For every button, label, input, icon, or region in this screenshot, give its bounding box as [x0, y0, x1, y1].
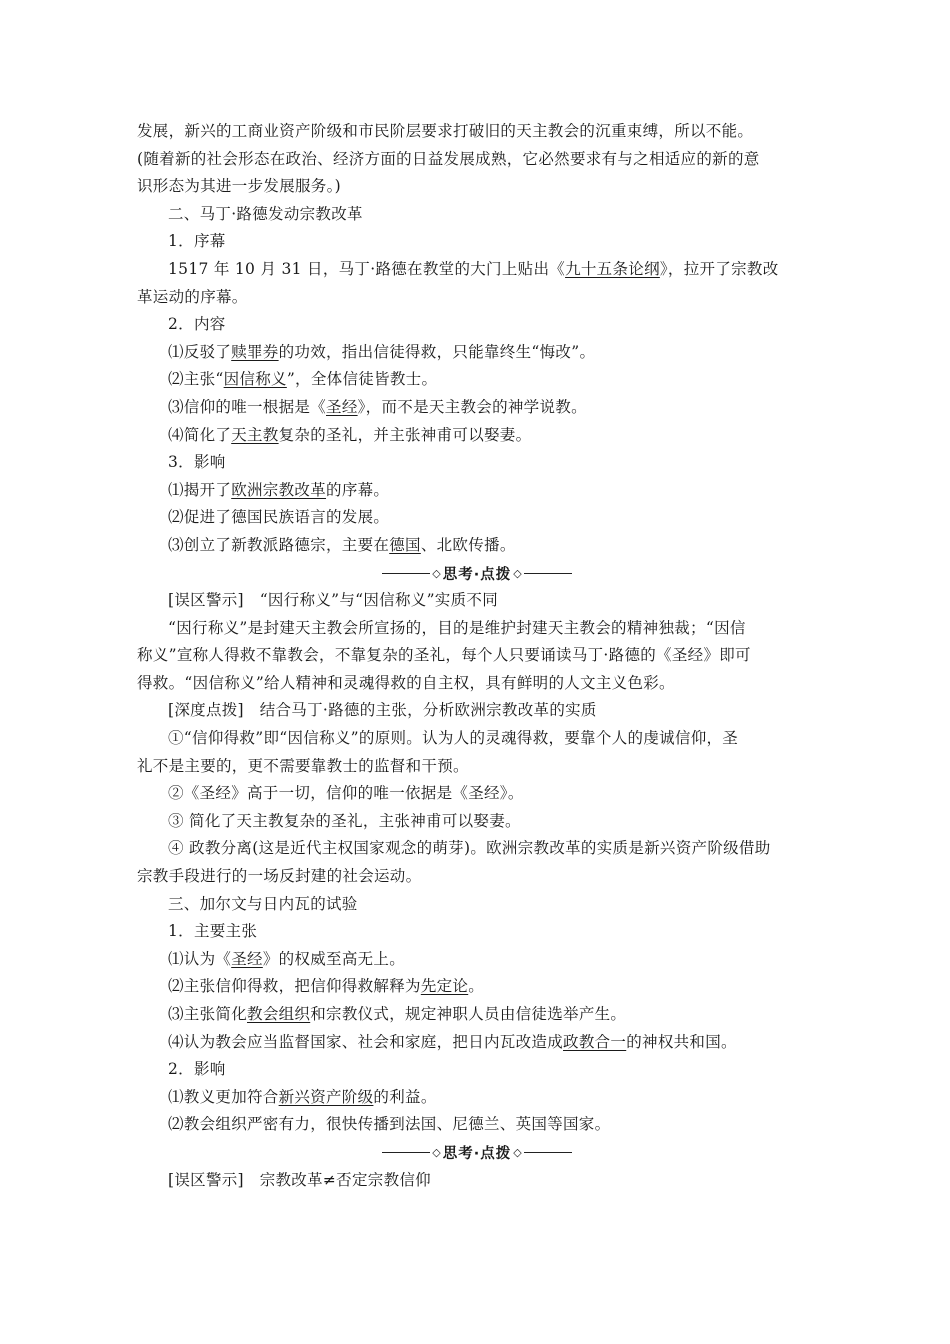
underlined-term: 圣经	[231, 949, 263, 968]
text-line	[137, 891, 817, 919]
text-run: ⑴教义更加符合	[168, 1087, 279, 1106]
text-run: 3．影响	[168, 453, 226, 472]
text-line	[137, 973, 817, 1001]
text-line	[137, 146, 817, 174]
text-line	[137, 504, 817, 532]
text-run: 和宗教仪式，规定神职人员由信徒选举产生。	[310, 1005, 627, 1023]
text-line	[137, 1029, 817, 1057]
text-run: ⑵促进了德国民族语言的发展。	[168, 508, 390, 527]
text-run: ⑴反驳了	[168, 342, 232, 361]
diamond-icon: ◇	[432, 1146, 441, 1160]
text-run: 1517 年 10 月 31 日，马丁·路德在教堂的大门上贴出《	[168, 259, 566, 278]
underlined-term: 欧洲宗教改革	[231, 480, 327, 499]
text-run: 的序幕。	[326, 480, 390, 499]
text-run: 》的权威至高无上。	[262, 949, 406, 968]
text-run: ⑵教会组织严密有力，很快传播到法国、尼德兰、英国等国家。	[168, 1115, 611, 1134]
text-run: 宗教手段进行的一场反封建的社会运动。	[137, 867, 422, 886]
text-run: ⑴认为《	[168, 949, 232, 968]
text-line	[137, 339, 817, 367]
text-run: 礼不是主要的，更不需要靠教士的监督和干预。	[137, 756, 469, 775]
text-line	[137, 725, 817, 753]
text-run: ①“信仰得救”即“因信称义”的原则。认为人的灵魂得救，要靠个人的虔诚信仰，圣	[168, 729, 739, 748]
text-run: 》，而不是天主教会的神学说教。	[357, 397, 587, 416]
text-run: 二、马丁·路德发动宗教改革	[168, 204, 363, 223]
text-run: ③ 简化了天主教复杂的圣礼，主张神甫可以娶妻。	[168, 811, 521, 830]
text-run: 2．影响	[168, 1060, 226, 1079]
text-line	[137, 863, 817, 891]
text-run: 的利益。	[373, 1087, 437, 1106]
text-line	[137, 1167, 817, 1195]
text-run: 复杂的圣礼，并主张神甫可以娶妻。	[278, 425, 532, 444]
text-run: ”，全体信徒皆教士。	[286, 370, 438, 389]
text-run: 、北欧传播。	[420, 535, 516, 554]
text-line	[137, 366, 817, 394]
text-run: ⑶主张简化	[168, 1005, 248, 1023]
text-run: ⑶创立了新教派路德宗，主要在	[168, 535, 390, 554]
text-run: 的功效，指出信徒得救，只能靠终生“悔改”。	[278, 342, 596, 361]
text-run: 识形态为其进一步发展服务。)	[137, 177, 341, 196]
underlined-term: 天主教	[231, 425, 279, 444]
text-run: ⑷简化了	[168, 425, 232, 444]
text-line	[137, 477, 817, 505]
underlined-term: 教会组织	[247, 1005, 311, 1023]
text-line	[137, 642, 817, 670]
underlined-term: 新兴资产阶级	[278, 1087, 374, 1106]
diamond-icon: ◇	[513, 1146, 522, 1160]
text-line	[137, 697, 817, 725]
text-line	[137, 1084, 817, 1112]
text-run: 1．主要主张	[168, 922, 258, 941]
text-run: ⑵主张“	[168, 370, 224, 389]
section-divider	[137, 1139, 817, 1167]
text-run: 1．序幕	[168, 232, 226, 251]
document-page	[137, 118, 817, 1194]
text-line	[137, 1111, 817, 1139]
text-line	[137, 808, 817, 836]
underlined-term: 因信称义	[223, 370, 287, 389]
text-run: 发展，新兴的工商业资产阶级和市民阶层要求打破旧的天主教会的沉重束缚，所以不能。	[137, 122, 754, 140]
section-divider	[137, 560, 817, 588]
text-line	[137, 201, 817, 229]
diamond-icon: ◇	[513, 566, 522, 580]
text-run: “因行称义”是封建天主教会所宣扬的，目的是维护封建天主教会的精神独裁；“因信	[168, 618, 746, 637]
text-line	[137, 449, 817, 477]
text-line	[137, 946, 817, 974]
text-line	[137, 256, 817, 284]
underlined-term: 圣经	[326, 397, 358, 416]
text-run: ⑴揭开了	[168, 480, 232, 499]
divider-rule	[382, 1152, 430, 1153]
text-run: [误区警示] “因行称义”与“因信称义”实质不同	[168, 591, 498, 610]
text-line	[137, 670, 817, 698]
text-line	[137, 311, 817, 339]
underlined-term: 赎罪券	[231, 342, 279, 361]
text-run: 革运动的序幕。	[137, 287, 248, 306]
underlined-term: 德国	[389, 535, 421, 554]
divider-rule	[524, 1152, 572, 1153]
text-line	[137, 753, 817, 781]
text-run: [深度点拨] 结合马丁·路德的主张，分析欧洲宗教改革的实质	[168, 701, 597, 720]
text-line	[137, 780, 817, 808]
text-run: 2．内容	[168, 315, 226, 334]
underlined-term: 政教合一	[563, 1032, 627, 1051]
text-line	[137, 118, 817, 146]
text-run: 三、加尔文与日内瓦的试验	[168, 894, 358, 913]
text-run: 》，拉开了宗教改	[659, 259, 779, 278]
text-line	[137, 394, 817, 422]
diamond-icon: ◇	[432, 566, 441, 580]
underlined-term: 先定论	[420, 977, 469, 996]
text-run: 称义”宣称人得救不靠教会，不靠复杂的圣礼，每个人只要诵读马丁·路德的《圣经》即可	[137, 646, 751, 665]
text-line	[137, 228, 817, 256]
text-line	[137, 284, 817, 312]
divider-rule	[524, 573, 572, 574]
text-run: 。	[468, 977, 485, 996]
text-run: 的神权共和国。	[626, 1032, 737, 1051]
text-run: ⑵主张信仰得救，把信仰得救解释为	[168, 977, 421, 996]
text-run: (随着新的社会形态在政治、经济方面的日益发展成熟，它必然要求有与之相适应的新的意	[137, 149, 760, 168]
text-line	[137, 532, 817, 560]
text-run: 得救。“因信称义”给人精神和灵魂得救的自主权，具有鲜明的人文主义色彩。	[137, 673, 675, 692]
text-run: ④ 政教分离(这是近代主权国家观念的萌芽)。欧洲宗教改革的实质是新兴资产阶级借助	[168, 839, 771, 858]
text-line	[137, 835, 817, 863]
text-line	[137, 587, 817, 615]
divider-label: 思考·点拨	[442, 1146, 512, 1163]
divider-rule	[382, 573, 430, 574]
text-line	[137, 615, 817, 643]
text-line	[137, 1056, 817, 1084]
text-run: ⑷认为教会应当监督国家、社会和家庭，把日内瓦改造成	[168, 1032, 564, 1051]
text-line	[137, 918, 817, 946]
text-run: ⑶信仰的唯一根据是《	[168, 397, 327, 416]
text-run: [误区警示] 宗教改革≠否定宗教信仰	[168, 1170, 431, 1189]
underlined-term: 九十五条论纲	[565, 259, 660, 278]
text-line	[137, 173, 817, 201]
text-line	[137, 1001, 817, 1029]
divider-label: 思考·点拨	[442, 566, 512, 583]
text-run: ②《圣经》高于一切，信仰的唯一依据是《圣经》。	[168, 784, 524, 803]
text-line	[137, 422, 817, 450]
